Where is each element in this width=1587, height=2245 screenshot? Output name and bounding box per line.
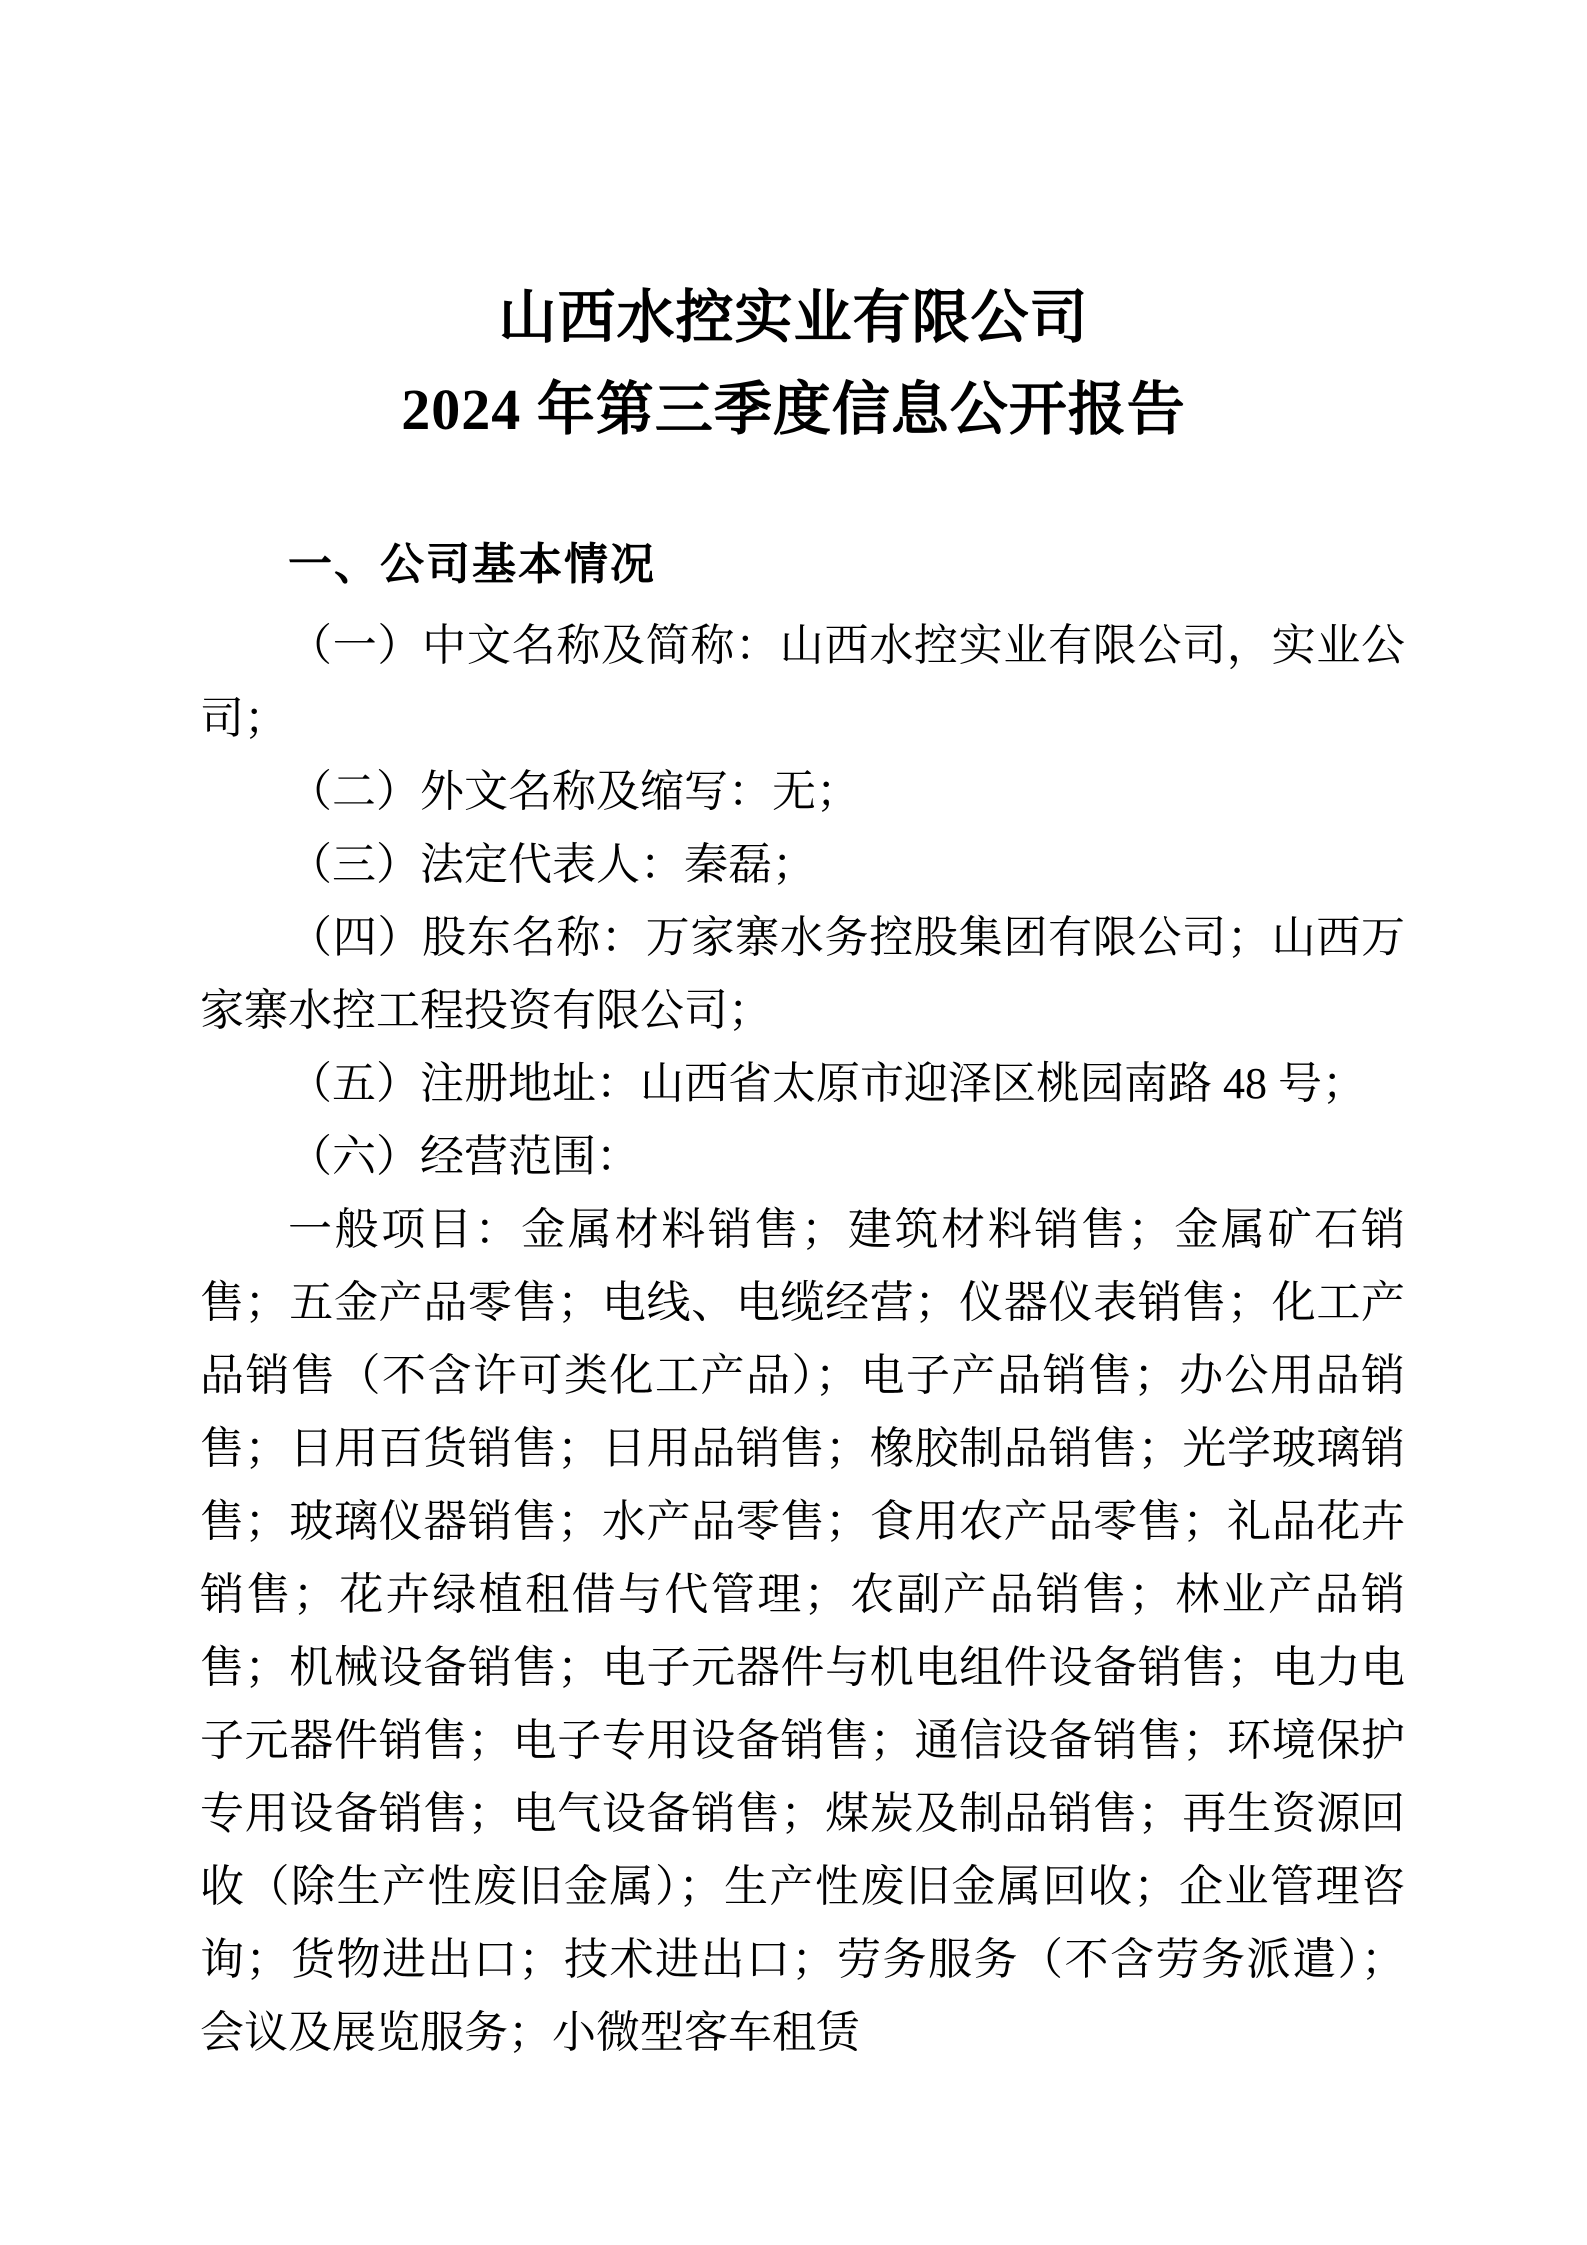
document-body (200, 528, 1405, 2069)
document-title (0, 272, 1587, 456)
document-title-line-2: 2024 年第三季度信息公开报告 (401, 377, 1186, 442)
section-heading-company-basic-info: 一、公司基本情况 (288, 540, 656, 589)
para-business-scope-label: （六）经营范围： (288, 1132, 640, 1181)
document-title-line-1: 山西水控实业有限公司 (498, 285, 1089, 350)
para-registered-address: （五）注册地址：山西省太原市迎泽区桃园南路 48 号； (288, 1059, 1366, 1108)
para-shareholders: （四）股东名称：万家寨水务控股集团有限公司；山西万家寨水控工程投资有限公司； (200, 913, 1405, 1035)
para-business-scope: 一般项目：金属材料销售；建筑材料销售；金属矿石销售；五金产品零售；电线、电缆经营；仪器仪表销售；化工产品销售（不含许可类化工产品）；电子产品销售；办公用品销售；日用百货销售；日用品销售；橡胶制品销售；光学玻璃销售；玻璃仪器销售；水产品零售；食用农产品零售；礼品花卉销售；花卉绿植租借与代管理；农副产品销售；林业产品销售；机械设备销售；电子元器件与机电组件设备销售；电力电子元器件销售；电子专用设备销售；通信设备销售；环境保护专用设备销售；电气设备销售；煤炭及制品销售；再生资源回收（除生产性废旧金属）；生产性废旧金属回收；企业管理咨询；货物进出口；技术进出口；劳务服务（不含劳务派遣）；会议及展览服务；小微型客车租赁 (200, 1205, 1405, 2057)
para-foreign-name: （二）外文名称及缩写：无； (288, 767, 860, 816)
para-legal-representative: （三）法定代表人：秦磊； (288, 840, 816, 889)
para-chinese-name: （一）中文名称及简称：山西水控实业有限公司，实业公司； (200, 621, 1405, 743)
